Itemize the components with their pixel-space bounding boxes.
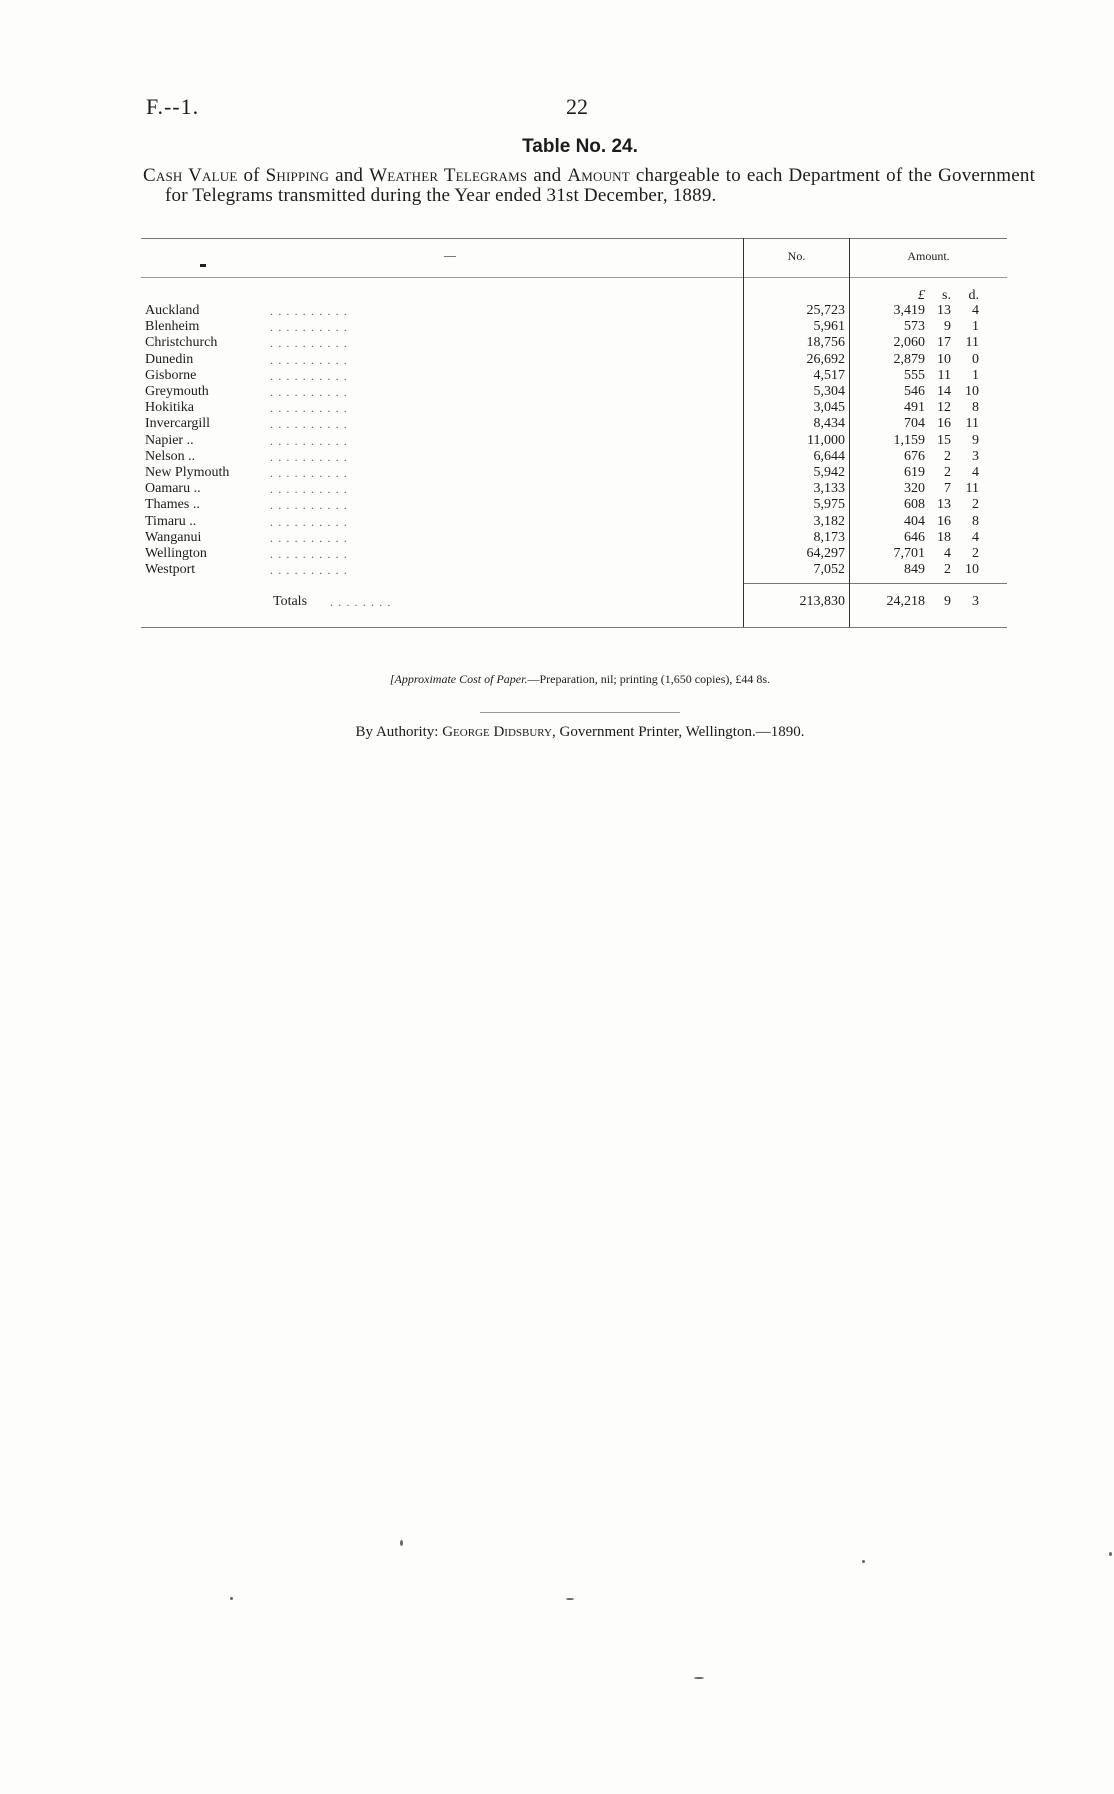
row-town: Thames ..	[145, 497, 200, 513]
authority-line	[0, 724, 1114, 741]
row-town: Invercargill	[145, 416, 211, 432]
table-header-rule	[141, 277, 1007, 278]
row-leader: ..........	[270, 401, 352, 416]
table-row	[0, 335, 1114, 351]
row-no: 7,052	[813, 562, 845, 578]
row-leader: ..........	[270, 563, 352, 578]
row-town: Westport	[145, 562, 196, 578]
row-pence: 2	[972, 497, 979, 513]
footnote-divider	[480, 712, 680, 713]
row-leader: ..........	[270, 417, 352, 432]
row-pence: 11	[965, 335, 979, 351]
table-row	[0, 368, 1114, 384]
row-pence: 11	[965, 481, 979, 497]
header-mark	[200, 264, 206, 267]
table-row	[0, 352, 1114, 368]
row-pence: 8	[972, 400, 979, 416]
row-leader: ..........	[270, 368, 352, 383]
row-pounds: 573	[904, 319, 925, 335]
row-shillings: 17	[937, 335, 951, 351]
table-row	[0, 514, 1114, 530]
row-town: Oamaru ..	[145, 481, 201, 497]
row-pence: 3	[972, 448, 979, 464]
row-no: 8,173	[813, 529, 845, 545]
row-pounds: 1,159	[893, 432, 925, 448]
row-shillings: 13	[937, 497, 951, 513]
row-pence: 4	[972, 303, 979, 318]
row-no: 8,434	[813, 416, 845, 432]
totals-pounds: 24,218	[886, 594, 925, 609]
table-row	[0, 319, 1114, 335]
row-pence: 1	[972, 319, 979, 335]
row-pounds: 555	[904, 367, 925, 383]
row-pounds: 646	[904, 529, 925, 545]
authority-suffix: , Government Printer, Wellington.—1890.	[551, 724, 805, 740]
caption-amount: Amount	[567, 165, 630, 186]
table-row	[0, 546, 1114, 562]
row-leader: ..........	[270, 514, 352, 529]
row-shillings: 9	[944, 319, 951, 335]
authority-prefix: By Authority:	[355, 724, 439, 740]
row-pounds: 546	[904, 384, 925, 399]
cost-footnote	[0, 672, 1114, 687]
row-no: 3,182	[813, 513, 845, 529]
row-leader: ..........	[270, 336, 352, 351]
row-town: Nelson ..	[145, 448, 196, 464]
row-no: 5,961	[813, 319, 845, 335]
scan-speck	[566, 1598, 574, 1600]
row-leader: ..........	[270, 482, 352, 497]
row-pounds: 491	[904, 400, 925, 416]
row-pounds: 7,701	[893, 546, 925, 561]
table-row	[0, 303, 1114, 319]
row-pounds: 849	[904, 562, 925, 578]
footnote-label: [Approximate Cost of Paper.	[389, 672, 528, 686]
row-pence: 4	[972, 465, 979, 480]
row-shillings: 15	[937, 432, 951, 448]
row-pence: 8	[972, 513, 979, 529]
totals-pence: 3	[972, 594, 979, 609]
table-row	[0, 433, 1114, 449]
caption-and-2: and	[533, 165, 562, 186]
table-title: Table No. 24.	[522, 136, 638, 157]
caption-rest: chargeable to each Department of the Government for Telegrams transmitted during the Year ended 31st December, 1889.	[165, 165, 1036, 206]
table-row	[0, 384, 1114, 400]
row-leader: ..........	[270, 352, 352, 367]
row-no: 18,756	[806, 335, 845, 351]
table-row	[0, 416, 1114, 432]
caption-weather-telegrams: Weather Telegrams	[369, 165, 528, 186]
row-shillings: 13	[937, 303, 951, 318]
row-no: 11,000	[807, 432, 845, 448]
row-leader: ..........	[270, 433, 352, 448]
row-leader: ..........	[270, 449, 352, 464]
row-town: Dunedin	[145, 351, 194, 367]
row-no: 5,975	[813, 497, 845, 513]
table-caption	[143, 166, 1035, 206]
row-town: Napier ..	[145, 432, 194, 448]
scan-speck	[862, 1560, 865, 1563]
row-shillings: 2	[944, 448, 951, 464]
page-number: 22	[566, 94, 588, 119]
row-leader: ..........	[270, 547, 352, 561]
currency-header-row	[0, 288, 1114, 304]
row-leader: ..........	[270, 530, 352, 545]
row-pounds: 704	[904, 416, 925, 432]
row-leader: ..........	[270, 320, 352, 335]
row-pence: 10	[965, 384, 979, 399]
row-town: Gisborne	[145, 367, 197, 383]
row-leader: ..........	[270, 466, 352, 480]
row-town: Greymouth	[145, 384, 209, 399]
table-row	[0, 400, 1114, 416]
totals-row	[0, 594, 1114, 610]
row-pence: 2	[972, 546, 979, 561]
table-row	[0, 481, 1114, 497]
scan-speck	[400, 1540, 403, 1546]
row-shillings: 16	[937, 416, 951, 432]
row-pounds: 404	[904, 513, 925, 529]
table-top-rule	[141, 238, 1007, 239]
row-no: 4,517	[813, 367, 845, 383]
totals-label: Totals	[273, 594, 308, 609]
row-pounds: 3,419	[893, 303, 925, 318]
row-pence: 11	[965, 416, 979, 432]
table-row	[0, 465, 1114, 481]
caption-of: of	[243, 165, 260, 186]
row-pence: 0	[972, 351, 979, 367]
row-town: Christchurch	[145, 335, 218, 351]
pounds-symbol: £	[918, 288, 925, 303]
page-id: F.--1.	[146, 94, 200, 119]
row-no: 64,297	[806, 546, 845, 561]
row-town: Wanganui	[145, 529, 202, 545]
row-no: 5,304	[813, 384, 845, 399]
row-shillings: 11	[937, 367, 951, 383]
scan-speck	[694, 1677, 704, 1679]
row-pounds: 608	[904, 497, 925, 513]
caption-cash-value: Cash Value	[143, 165, 238, 186]
row-shillings: 12	[937, 400, 951, 416]
row-shillings: 16	[937, 513, 951, 529]
caption-shipping: Shipping	[265, 165, 330, 186]
row-no: 6,644	[813, 448, 845, 464]
row-town: New Plymouth	[145, 465, 230, 480]
scan-speck	[230, 1597, 233, 1600]
table-row	[0, 530, 1114, 546]
totals-no: 213,830	[799, 594, 845, 609]
row-shillings: 2	[944, 562, 951, 578]
row-leader: ..........	[270, 385, 352, 399]
row-pounds: 676	[904, 448, 925, 464]
row-pounds: 2,060	[893, 335, 925, 351]
totals-leader: ........	[330, 595, 396, 609]
row-pence: 10	[965, 562, 979, 578]
row-no: 3,133	[813, 481, 845, 497]
row-no: 25,723	[806, 303, 845, 318]
row-leader: ..........	[270, 304, 352, 318]
row-shillings: 4	[944, 546, 951, 561]
totals-rule	[743, 583, 1007, 584]
row-shillings: 18	[937, 529, 951, 545]
authority-printer: George Didsbury	[442, 724, 552, 740]
row-town: Auckland	[145, 303, 200, 318]
row-town: Blenheim	[145, 319, 200, 335]
row-town: Hokitika	[145, 400, 194, 416]
row-pence: 1	[972, 367, 979, 383]
totals-shillings: 9	[944, 594, 951, 609]
header-no: No.	[787, 249, 806, 263]
scan-speck	[1109, 1552, 1112, 1556]
row-town: Wellington	[145, 546, 207, 561]
row-pounds: 2,879	[893, 351, 925, 367]
header-amount: Amount.	[907, 249, 950, 263]
row-no: 26,692	[806, 351, 845, 367]
shillings-symbol: s.	[942, 288, 951, 303]
table-row	[0, 562, 1114, 578]
row-pence: 4	[972, 529, 979, 545]
table-row	[0, 497, 1114, 513]
row-shillings: 7	[944, 481, 951, 497]
caption-and-1: and	[335, 165, 364, 186]
row-shillings: 10	[937, 351, 951, 367]
footnote-text: —Preparation, nil; printing (1,650 copies), £44 8s.	[527, 672, 771, 686]
row-leader: ..........	[270, 498, 352, 513]
row-pounds: 320	[904, 481, 925, 497]
row-town: Timaru ..	[145, 513, 197, 529]
row-shillings: 2	[944, 465, 951, 480]
row-pounds: 619	[904, 465, 925, 480]
row-no: 3,045	[813, 400, 845, 416]
pence-symbol: d.	[968, 288, 979, 303]
row-no: 5,942	[813, 465, 845, 480]
header-blank: —	[444, 248, 456, 262]
table-row	[0, 449, 1114, 465]
row-pence: 9	[972, 432, 979, 448]
row-shillings: 14	[937, 384, 951, 399]
table-bottom-rule	[141, 627, 1007, 628]
